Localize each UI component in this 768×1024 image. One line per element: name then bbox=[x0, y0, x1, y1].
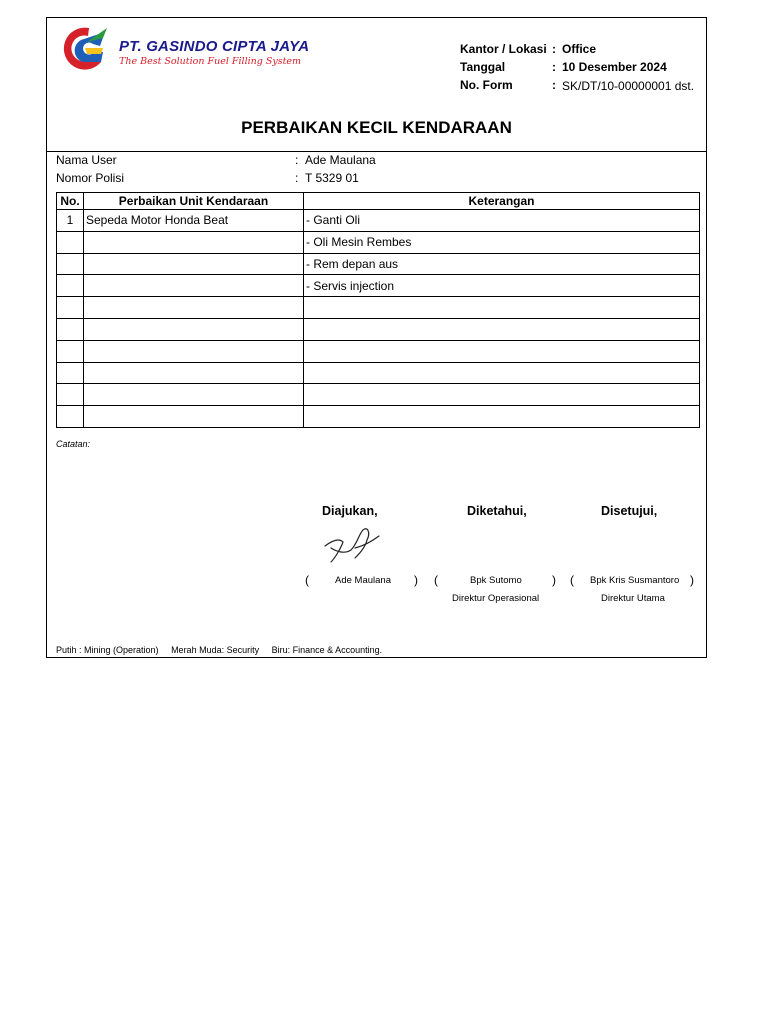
cell-unit bbox=[84, 253, 304, 275]
submitted-heading: Diajukan, bbox=[322, 504, 378, 518]
cell-unit bbox=[84, 297, 304, 319]
office-label: Kantor / Lokasi bbox=[460, 42, 547, 56]
paren-close-3: ) bbox=[690, 573, 694, 587]
footer-blue-copy: Biru: Finance & Accounting. bbox=[271, 645, 383, 655]
cell-note: - Servis injection bbox=[304, 275, 700, 297]
cell-no: 1 bbox=[57, 210, 84, 232]
cell-unit bbox=[84, 384, 304, 406]
cell-no bbox=[57, 231, 84, 253]
company-tagline: The Best Solution Fuel Filling System bbox=[119, 56, 302, 67]
table-row bbox=[57, 253, 700, 275]
paren-close-1: ) bbox=[414, 573, 418, 587]
footer-pink-copy: Merah Muda: Security bbox=[171, 645, 260, 655]
cell-unit bbox=[84, 362, 304, 384]
paren-open-3: ( bbox=[570, 573, 574, 587]
table-row bbox=[57, 231, 700, 253]
form-number-colon: : bbox=[552, 78, 556, 92]
cell-note bbox=[304, 297, 700, 319]
form-title: PERBAIKAN KECIL KENDARAAN bbox=[241, 118, 512, 137]
cell-note bbox=[304, 318, 700, 340]
notes-label: Catatan: bbox=[56, 439, 91, 449]
cell-note: - Ganti Oli bbox=[304, 210, 700, 232]
header-note: Keterangan bbox=[304, 193, 700, 210]
cell-unit bbox=[84, 231, 304, 253]
title-divider bbox=[47, 151, 706, 152]
acknowledged-title: Direktur Operasional bbox=[452, 593, 540, 604]
cell-note bbox=[304, 384, 700, 406]
approved-title: Direktur Utama bbox=[601, 593, 665, 604]
office-value: Office bbox=[562, 42, 597, 56]
plate-value: T 5329 01 bbox=[305, 171, 359, 185]
header-no: No. bbox=[57, 193, 84, 210]
cell-no bbox=[57, 253, 84, 275]
submitted-name: Ade Maulana bbox=[335, 575, 391, 586]
office-colon: : bbox=[552, 42, 556, 56]
footer-white-copy: Putih : Mining (Operation) bbox=[56, 645, 159, 655]
table-row bbox=[57, 406, 700, 428]
cell-no bbox=[57, 384, 84, 406]
cell-note bbox=[304, 340, 700, 362]
cell-unit: Sepeda Motor Honda Beat bbox=[84, 210, 304, 232]
cell-no bbox=[57, 340, 84, 362]
form-number-label: No. Form bbox=[460, 78, 513, 92]
repair-table bbox=[56, 192, 700, 428]
table-row bbox=[57, 297, 700, 319]
cell-note bbox=[304, 406, 700, 428]
cell-no bbox=[57, 318, 84, 340]
plate-label: Nomor Polisi bbox=[56, 171, 125, 185]
cell-unit bbox=[84, 275, 304, 297]
plate-colon: : bbox=[295, 171, 299, 185]
approved-name: Bpk Kris Susmantoro bbox=[590, 575, 680, 586]
cell-note: - Rem depan aus bbox=[304, 253, 700, 275]
paren-open-1: ( bbox=[305, 573, 309, 587]
date-value: 10 Desember 2024 bbox=[562, 60, 667, 74]
date-label: Tanggal bbox=[460, 60, 506, 74]
user-name-colon: : bbox=[295, 153, 299, 167]
cell-no bbox=[57, 275, 84, 297]
table-row bbox=[57, 362, 700, 384]
cell-unit bbox=[84, 318, 304, 340]
acknowledged-heading: Diketahui, bbox=[467, 504, 527, 518]
gasindo-logo-icon bbox=[57, 22, 117, 74]
cell-unit bbox=[84, 340, 304, 362]
date-colon: : bbox=[552, 60, 556, 74]
acknowledged-name: Bpk Sutomo bbox=[470, 575, 522, 586]
company-name: PT. GASINDO CIPTA JAYA bbox=[119, 38, 310, 55]
user-name-label: Nama User bbox=[56, 153, 117, 167]
company-logo bbox=[57, 22, 310, 74]
table-row bbox=[57, 275, 700, 297]
approved-heading: Disetujui, bbox=[601, 504, 658, 518]
cell-no bbox=[57, 362, 84, 384]
form-number-value: SK/DT/10-00000001 dst. bbox=[562, 79, 695, 93]
header-unit: Perbaikan Unit Kendaraan bbox=[84, 193, 304, 210]
table-row bbox=[57, 384, 700, 406]
table-row bbox=[57, 210, 700, 232]
cell-note bbox=[304, 362, 700, 384]
user-name-value: Ade Maulana bbox=[305, 153, 376, 167]
repair-form bbox=[46, 17, 707, 658]
paren-open-2: ( bbox=[434, 573, 438, 587]
table-header-row bbox=[57, 193, 700, 210]
cell-no bbox=[57, 406, 84, 428]
cell-no bbox=[57, 297, 84, 319]
handwritten-signature bbox=[315, 518, 391, 568]
table-row bbox=[57, 340, 700, 362]
cell-note: - Oli Mesin Rembes bbox=[304, 231, 700, 253]
paren-close-2: ) bbox=[552, 573, 556, 587]
cell-unit bbox=[84, 406, 304, 428]
table-row bbox=[57, 318, 700, 340]
copy-distribution-footer bbox=[56, 645, 392, 655]
